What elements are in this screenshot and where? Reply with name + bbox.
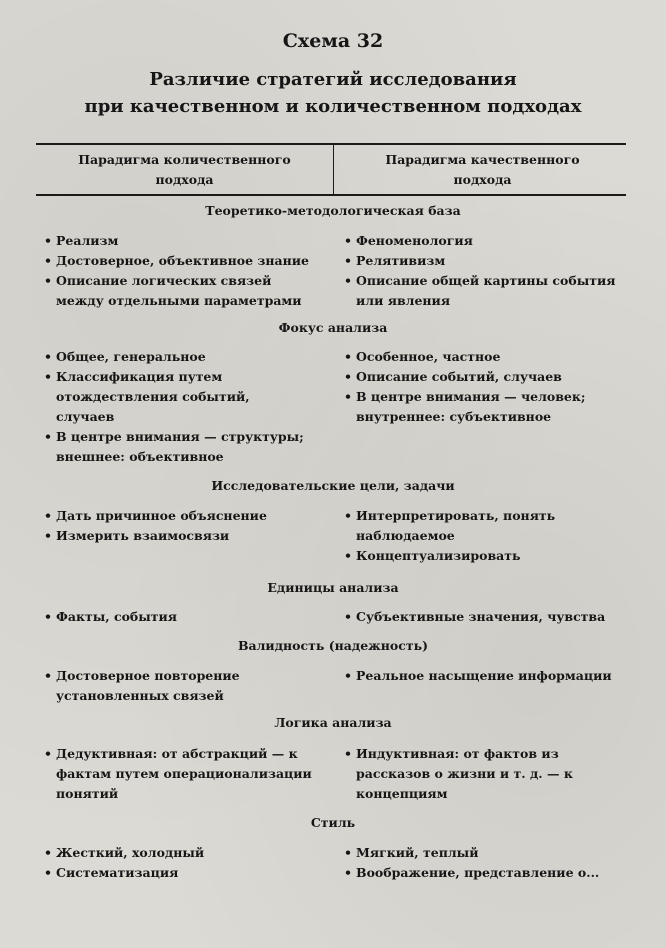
list-item: • В центре внимания — структуры; внешнее: объективное (42, 427, 326, 467)
section-right-column (342, 744, 632, 804)
section-title: Валидность (надежность) (237, 638, 429, 653)
list-item: • Достоверное повторение установленных связей (42, 666, 271, 706)
list-item: • Особенное, частное (342, 347, 632, 367)
section-left-column (42, 506, 332, 546)
section-left-column (42, 607, 332, 627)
list-item: • Дать причинное объяснение (42, 506, 332, 526)
list-item: • В центре внимания — человек; внутреннее: субъективное (342, 387, 636, 427)
column-header-quantitative: Парадигма количественного подхода (78, 152, 291, 187)
list-item: • Описание событий, случаев (342, 367, 632, 387)
list-item: • Феноменология (342, 231, 632, 251)
section-right-column (342, 506, 632, 566)
section-left-column (42, 347, 332, 467)
section-title: Теоретико-методологическая база (205, 203, 461, 218)
column-header-qualitative: Парадигма качественного подхода (385, 152, 580, 187)
title-line-1: Различие стратегий исследования (149, 69, 517, 90)
list-item: • Факты, события (42, 607, 332, 627)
list-item: • Реальное насыщение информации (342, 666, 632, 686)
section-left-column (42, 744, 332, 804)
list-item: • Описание логических связей между отдельными параметрами (42, 271, 311, 311)
table-header-rule (36, 194, 626, 196)
section-left-column (42, 666, 332, 706)
section-right-column (342, 666, 632, 686)
list-item: • Жесткий, холодный (42, 843, 332, 863)
list-item: • Интерпретировать, понять наблюдаемое (342, 506, 596, 546)
section-right-column (342, 607, 632, 627)
list-item: • Субъективные значения, чувства (342, 607, 632, 627)
list-item: • Систематизация (42, 863, 332, 883)
section-right-column (342, 231, 632, 311)
document-title (0, 66, 666, 120)
list-item: • Общее, генеральное (42, 347, 332, 367)
list-item: • Достоверное, объективное знание (42, 251, 332, 271)
list-item: • Измерить взаимосвязи (42, 526, 332, 546)
list-item: • Классификация путем отождествления событий, случаев (42, 367, 281, 427)
section-title: Фокус анализа (278, 320, 388, 335)
section-title: Логика анализа (274, 715, 392, 730)
section-right-column (342, 347, 632, 427)
scheme-number: Схема 32 (282, 30, 384, 52)
section-left-column (42, 231, 332, 311)
section-title: Стиль (310, 815, 356, 830)
list-item: • Дедуктивная: от абстракций — к фактам путем операционализации понятий (42, 744, 331, 804)
section-right-column (342, 843, 632, 883)
section-title: Исследовательские цели, задачи (211, 478, 455, 493)
title-line-2: при качественном и количественном подходах (84, 96, 582, 117)
list-item: • Реализм (42, 231, 332, 251)
list-item: • Индуктивная: от фактов из рассказов о жизни и т. д. — к концепциям (342, 744, 611, 804)
table-top-rule (36, 143, 626, 145)
section-title: Единицы анализа (267, 580, 399, 595)
list-item: • Концептуализировать (342, 546, 632, 566)
header-divider (333, 143, 334, 195)
list-item: • Воображение, представление о... (342, 863, 632, 883)
list-item: • Релятивизм (342, 251, 632, 271)
section-left-column (42, 843, 332, 883)
list-item: • Описание общей картины события или явления (342, 271, 626, 311)
list-item: • Мягкий, теплый (342, 843, 632, 863)
